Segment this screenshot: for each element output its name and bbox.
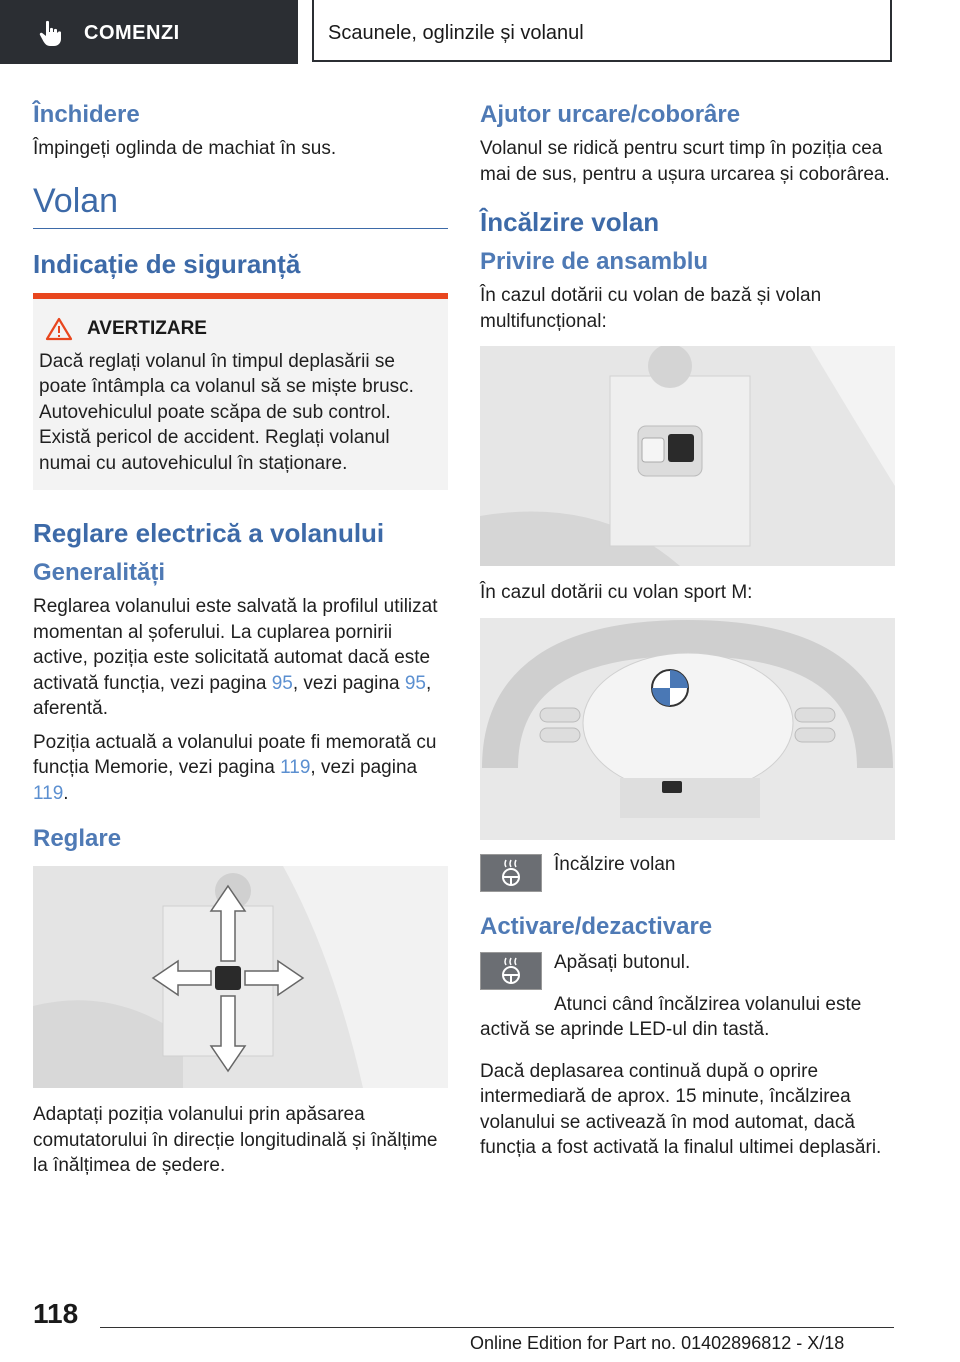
icon-label: Încălzire volan: [554, 853, 676, 875]
generalitati-heading: Generalități: [33, 559, 166, 586]
warning-box: [33, 293, 448, 491]
gen-p1-text-b: , vezi pagina: [292, 672, 405, 694]
sport-steering-wheel-illustration: [480, 618, 895, 840]
ajutor-text: Volanul se ridică pentru scurt timp în poziția cea mai de sus, pentru a ușura urcarea și coborârea.: [480, 138, 890, 185]
heating-icon-legend: [480, 854, 895, 892]
page-link-119-a[interactable]: 119: [280, 757, 311, 778]
gen-p1-text-a: Reglarea volanului este salvată la profilul utilizat momentan al șoferului. La cuplarea pornirii active, poziția este solicitată automat dacă este activată funcția, vezi pagina: [33, 596, 438, 694]
reglare-electrica-heading: Reglare electrică a volanului: [33, 518, 385, 548]
page-link-95-b[interactable]: 95: [404, 672, 426, 694]
activare-step-1: Apăsați butonul.: [554, 951, 691, 973]
siguranta-heading: Indicație de siguranță: [33, 248, 301, 279]
footer-rule: [100, 1327, 894, 1328]
page-link-95-a[interactable]: 95: [271, 672, 293, 694]
ajutor-heading: Ajutor urcare/coborâre: [480, 101, 741, 128]
edition-text: Online Edition for Part no. 01402896812 - X/18: [470, 1333, 845, 1353]
steering-column-illustration: [33, 866, 448, 1088]
chapter-label: COMENZI: [84, 22, 180, 44]
steering-heating-button[interactable]: [480, 952, 542, 990]
warning-header: [39, 317, 442, 341]
hand-pointer-icon: [36, 18, 66, 48]
warning-triangle-icon: [45, 317, 73, 341]
heating-button-column-illustration: [480, 346, 895, 566]
sport-text: În cazul dotării cu volan sport M:: [480, 582, 753, 603]
activare-row: [480, 952, 895, 990]
volan-heading: Volan: [33, 181, 119, 220]
generalitati-paragraph-1: [33, 594, 448, 722]
activare-step-2: Atunci când încălzirea volanului este activă se aprinde LED-ul din tastă.: [480, 993, 862, 1040]
warning-text: Dacă reglați volanul în timpul deplasării se poate întâmpla ca volanul să se miște brusc. Autovehiculul poate scăpa de sub control. Există pericol de accident. Reglați volanul numai cu autovehiculul în staționare.: [39, 350, 414, 474]
inchidere-heading: Închidere: [33, 101, 140, 128]
page-link-119-b[interactable]: 119: [33, 782, 64, 804]
section-tab[interactable]: [312, 0, 892, 62]
privire-text: În cazul dotării cu volan de bază și volan multifuncțional:: [480, 285, 822, 332]
steering-adjust-figure: [33, 866, 448, 1088]
chapter-tab[interactable]: [0, 0, 298, 64]
volan-rule: [33, 228, 448, 229]
gen-p2-text-c: .: [63, 782, 69, 804]
page-number: 118: [33, 1298, 79, 1329]
activare-heading: Activare/dezactivare: [480, 912, 713, 940]
incalzire-heading: Încălzire volan: [480, 207, 660, 237]
gen-p2-text-b: , vezi pagina: [310, 757, 418, 778]
base-steering-figure: [480, 346, 895, 566]
privire-heading: Privire de ansamblu: [480, 248, 709, 275]
reglare-text: Adaptați poziția volanului prin apăsarea comutatorului în direcție longitudinală și înălțime la înălțimea de ședere.: [33, 1104, 438, 1176]
generalitati-paragraph-2: [33, 730, 448, 807]
deplasare-text: Dacă deplasarea continuă după o oprire intermediară de aprox. 15 minute, încălzirea volanului se activează în mod automat, dacă funcția a fost activată la finalul ultimei deplasări.: [480, 1060, 882, 1158]
steering-heating-button-icon: [480, 854, 542, 892]
section-title: Scaunele, oglinzile și volanul: [328, 22, 584, 44]
warning-title: AVERTIZARE: [87, 317, 207, 339]
reglare-heading: Reglare: [33, 825, 122, 852]
right-column: [480, 100, 895, 1169]
sport-steering-figure: [480, 618, 895, 840]
inchidere-text: Împingeți oglinda de machiat în sus.: [33, 138, 337, 159]
gen-p1-text-c: , aferentă.: [33, 672, 432, 719]
left-column: [33, 100, 448, 1187]
gen-p2-text-a: Poziția actuală a volanului poate fi memorată cu funcția Memorie, vezi pagina: [33, 731, 437, 778]
